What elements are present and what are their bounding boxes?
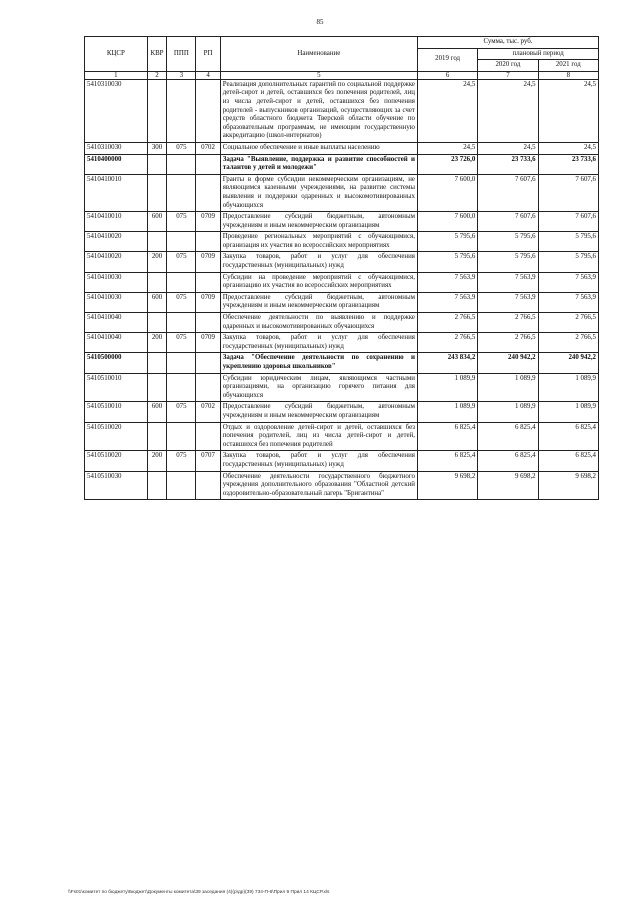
cell-2019: 6 825,4 <box>417 451 477 471</box>
cell-kcsr: 5410410010 <box>85 212 148 232</box>
header-name: Наименование <box>220 37 417 72</box>
table-row <box>85 422 599 451</box>
header-2020: 2020 год <box>478 60 538 72</box>
column-index: 3 <box>167 71 196 79</box>
cell-2019: 2 766,5 <box>417 313 477 333</box>
cell-2020: 23 733,6 <box>478 154 538 174</box>
cell-ppp: 075 <box>167 451 196 471</box>
cell-rp <box>196 353 220 373</box>
budget-table <box>84 36 599 500</box>
cell-name: Социальное обеспечение и иные выплаты населению <box>220 142 417 154</box>
cell-name: Проведение региональных мероприятий с обучающимися, организация их участия во всероссийских мероприятиях <box>220 232 417 252</box>
cell-2020: 5 795,6 <box>478 232 538 252</box>
cell-2021: 1 089,9 <box>538 373 598 402</box>
cell-kcsr: 5410410040 <box>85 313 148 333</box>
header-ppp: ППП <box>167 37 196 72</box>
cell-rp: 0709 <box>196 333 220 353</box>
cell-2019: 5 795,6 <box>417 232 477 252</box>
cell-kcsr: 5410410030 <box>85 272 148 292</box>
cell-ppp <box>167 422 196 451</box>
cell-ppp <box>167 471 196 500</box>
table-row <box>85 402 599 422</box>
table-row <box>85 313 599 333</box>
header-kcsr: КЦСР <box>85 37 148 72</box>
cell-rp <box>196 313 220 333</box>
cell-kvr <box>147 79 167 142</box>
table-row <box>85 353 599 373</box>
cell-kcsr: 5410310030 <box>85 142 148 154</box>
cell-2019: 7 563,9 <box>417 292 477 312</box>
table-row <box>85 212 599 232</box>
cell-rp: 0709 <box>196 212 220 232</box>
cell-kcsr: 5410310030 <box>85 79 148 142</box>
cell-kcsr: 5410400000 <box>85 154 148 174</box>
column-index-row <box>85 71 599 79</box>
cell-2019: 7 600,0 <box>417 212 477 232</box>
cell-ppp <box>167 272 196 292</box>
header-sum: Сумма, тыс. руб. <box>417 37 598 49</box>
column-index: 2 <box>147 71 167 79</box>
cell-kvr <box>147 232 167 252</box>
page-number: 85 <box>316 18 324 26</box>
cell-2021: 6 825,4 <box>538 451 598 471</box>
cell-2021: 7 607,6 <box>538 212 598 232</box>
table-row <box>85 174 599 211</box>
cell-2020: 7 563,9 <box>478 272 538 292</box>
cell-kcsr: 5410510010 <box>85 402 148 422</box>
cell-kvr: 200 <box>147 252 167 272</box>
cell-kcsr: 5410500000 <box>85 353 148 373</box>
cell-kcsr: 5410410010 <box>85 174 148 211</box>
cell-name: Предоставление субсидий бюджетным, автономным учреждениям и иным некоммерческим организациям <box>220 402 417 422</box>
cell-kvr: 600 <box>147 402 167 422</box>
cell-rp <box>196 272 220 292</box>
cell-kvr: 200 <box>147 451 167 471</box>
column-index: 7 <box>478 71 538 79</box>
cell-kvr <box>147 174 167 211</box>
cell-rp <box>196 373 220 402</box>
cell-kvr: 200 <box>147 333 167 353</box>
cell-name: Предоставление субсидий бюджетным, автономным учреждениям и иным некоммерческим организациям <box>220 212 417 232</box>
cell-2019: 24,5 <box>417 142 477 154</box>
cell-kvr <box>147 471 167 500</box>
cell-name: Предоставление субсидий бюджетным, автономным учреждениям и иным некоммерческим организациям <box>220 292 417 312</box>
table-row <box>85 471 599 500</box>
cell-rp: 0707 <box>196 451 220 471</box>
cell-kvr <box>147 422 167 451</box>
cell-2020: 7 607,6 <box>478 174 538 211</box>
cell-ppp <box>167 154 196 174</box>
cell-kcsr: 5410410020 <box>85 232 148 252</box>
cell-2019: 6 825,4 <box>417 422 477 451</box>
cell-2020: 5 795,6 <box>478 252 538 272</box>
header-kvr: КВР <box>147 37 167 72</box>
cell-2021: 240 942,2 <box>538 353 598 373</box>
cell-ppp: 075 <box>167 292 196 312</box>
cell-kcsr: 5410510010 <box>85 373 148 402</box>
cell-2021: 5 795,6 <box>538 232 598 252</box>
cell-name: Обеспечение деятельности государственного бюджетного учреждения дополнительного образования "Областной детский оздоровительно-образовательный лагерь "Бригантина" <box>220 471 417 500</box>
header-plan-period: плановый период <box>478 48 599 60</box>
cell-2019: 2 766,5 <box>417 333 477 353</box>
cell-2020: 1 089,9 <box>478 373 538 402</box>
table-body <box>85 79 599 500</box>
cell-2020: 24,5 <box>478 142 538 154</box>
cell-2019: 243 834,2 <box>417 353 477 373</box>
cell-2019: 9 698,2 <box>417 471 477 500</box>
cell-kvr <box>147 272 167 292</box>
cell-rp <box>196 232 220 252</box>
cell-ppp <box>167 174 196 211</box>
cell-name: Гранты в форме субсидии некоммерческим организациям, не являющимся казенными учреждениями, на развитие системы выявления и поддержки одаренных и высокомотивированных обучающихся <box>220 174 417 211</box>
cell-2019: 7 600,0 <box>417 174 477 211</box>
table-row <box>85 373 599 402</box>
cell-ppp <box>167 373 196 402</box>
cell-2021: 1 089,9 <box>538 402 598 422</box>
header-rp: РП <box>196 37 220 72</box>
cell-kvr: 600 <box>147 292 167 312</box>
cell-kvr <box>147 373 167 402</box>
cell-2019: 7 563,9 <box>417 272 477 292</box>
cell-ppp: 075 <box>167 212 196 232</box>
table-row <box>85 154 599 174</box>
cell-2020: 2 766,5 <box>478 313 538 333</box>
header-2021: 2021 год <box>538 60 598 72</box>
cell-rp: 0709 <box>196 292 220 312</box>
cell-rp: 0702 <box>196 142 220 154</box>
column-index: 5 <box>220 71 417 79</box>
cell-ppp <box>167 313 196 333</box>
cell-name: Задача "Обеспечение деятельности по сохранению и укреплению здоровья школьников" <box>220 353 417 373</box>
cell-rp <box>196 154 220 174</box>
footer-file-path: \\Fs01\комитет по бюджету\Бюджет\Документы комитета\39 заседания (4)(р\др)(39) 734-П-6\Прил 9 Прил 14 КЦСР.xls <box>68 890 330 895</box>
cell-2021: 24,5 <box>538 79 598 142</box>
cell-kvr: 300 <box>147 142 167 154</box>
cell-rp <box>196 79 220 142</box>
table-row <box>85 252 599 272</box>
column-index: 4 <box>196 71 220 79</box>
table-row <box>85 451 599 471</box>
cell-2020: 7 563,9 <box>478 292 538 312</box>
cell-2021: 2 766,5 <box>538 313 598 333</box>
cell-name: Закупка товаров, работ и услуг для обеспечения государственных (муниципальных) нужд <box>220 333 417 353</box>
cell-name: Закупка товаров, работ и услуг для обеспечения государственных (муниципальных) нужд <box>220 451 417 471</box>
table-row <box>85 272 599 292</box>
cell-2020: 1 089,9 <box>478 402 538 422</box>
cell-kcsr: 5410410040 <box>85 333 148 353</box>
table-header <box>85 37 599 80</box>
cell-name: Субсидии на проведение мероприятий с обучающимися, организацию их участия во всероссийских мероприятиях <box>220 272 417 292</box>
table-row <box>85 333 599 353</box>
cell-kcsr: 5410410030 <box>85 292 148 312</box>
cell-2021: 24,5 <box>538 142 598 154</box>
column-index: 6 <box>417 71 477 79</box>
cell-rp: 0702 <box>196 402 220 422</box>
cell-2020: 7 607,6 <box>478 212 538 232</box>
cell-kcsr: 5410510030 <box>85 471 148 500</box>
cell-rp <box>196 174 220 211</box>
cell-rp <box>196 422 220 451</box>
cell-2021: 5 795,6 <box>538 252 598 272</box>
cell-2020: 6 825,4 <box>478 451 538 471</box>
cell-2020: 6 825,4 <box>478 422 538 451</box>
cell-2019: 24,5 <box>417 79 477 142</box>
cell-kvr <box>147 154 167 174</box>
cell-name: Субсидии юридическим лицам, являющимся частными организациями, на организацию горячего питания для обучающихся <box>220 373 417 402</box>
header-2019: 2019 год <box>417 48 477 71</box>
cell-ppp <box>167 353 196 373</box>
table-row <box>85 232 599 252</box>
cell-2020: 2 766,5 <box>478 333 538 353</box>
cell-ppp: 075 <box>167 402 196 422</box>
cell-kvr <box>147 353 167 373</box>
cell-name: Обеспечение деятельности по выявлению и поддержке одаренных и высокомотивированных обучающихся <box>220 313 417 333</box>
cell-2019: 1 089,9 <box>417 373 477 402</box>
cell-2021: 23 733,6 <box>538 154 598 174</box>
cell-2021: 7 563,9 <box>538 272 598 292</box>
cell-2019: 1 089,9 <box>417 402 477 422</box>
cell-kcsr: 5410410020 <box>85 252 148 272</box>
table-row <box>85 79 599 142</box>
cell-2020: 240 942,2 <box>478 353 538 373</box>
cell-ppp: 075 <box>167 333 196 353</box>
cell-kcsr: 5410510020 <box>85 451 148 471</box>
cell-rp: 0709 <box>196 252 220 272</box>
cell-2021: 9 698,2 <box>538 471 598 500</box>
cell-2021: 7 607,6 <box>538 174 598 211</box>
table-row <box>85 292 599 312</box>
cell-ppp <box>167 232 196 252</box>
cell-kvr: 600 <box>147 212 167 232</box>
cell-2021: 2 766,5 <box>538 333 598 353</box>
cell-name: Задача "Выявление, поддержка и развитие способностей и талантов у детей и молодежи" <box>220 154 417 174</box>
cell-rp <box>196 471 220 500</box>
cell-2019: 5 795,6 <box>417 252 477 272</box>
cell-name: Реализация дополнительных гарантий по социальной поддержке детей-сирот и детей, оставшихся без попечения родителей, лиц из числа детей-сирот и детей, оставшихся без попечения родителей - выпускников организаций, осуществляющих за счет средств областного бюджета Тверской области обучение по образовательным программам, не имеющим государственную аккредитацию (школ-интернатов) <box>220 79 417 142</box>
table-row <box>85 142 599 154</box>
cell-2021: 6 825,4 <box>538 422 598 451</box>
cell-ppp: 075 <box>167 142 196 154</box>
cell-name: Закупка товаров, работ и услуг для обеспечения государственных (муниципальных) нужд <box>220 252 417 272</box>
cell-2021: 7 563,9 <box>538 292 598 312</box>
cell-ppp <box>167 79 196 142</box>
cell-2020: 9 698,2 <box>478 471 538 500</box>
cell-ppp: 075 <box>167 252 196 272</box>
cell-kvr <box>147 313 167 333</box>
column-index: 8 <box>538 71 598 79</box>
cell-name: Отдых и оздоровление детей-сирот и детей, оставшихся без попечения родителей, лиц из числа детей-сирот и детей, оставшихся без попечения родителей <box>220 422 417 451</box>
cell-2019: 23 726,0 <box>417 154 477 174</box>
cell-2020: 24,5 <box>478 79 538 142</box>
column-index: 1 <box>85 71 148 79</box>
cell-kcsr: 5410510020 <box>85 422 148 451</box>
